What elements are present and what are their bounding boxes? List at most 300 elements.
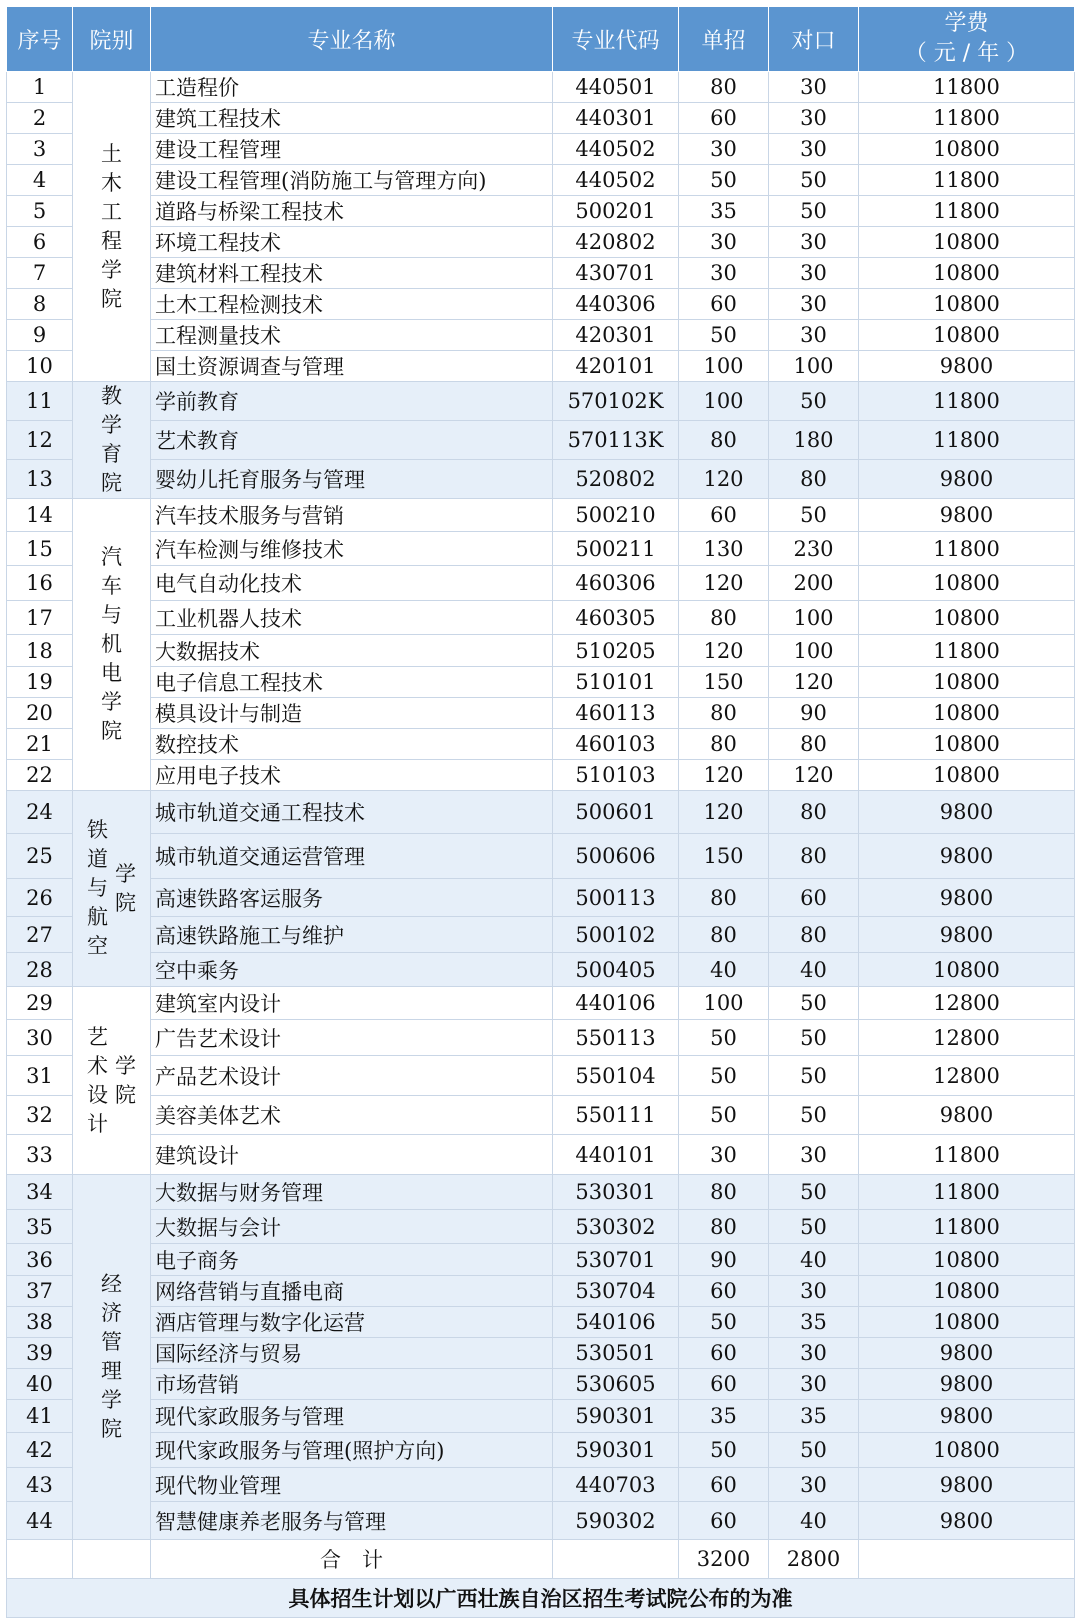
single-enroll-count: 50: [679, 320, 769, 351]
table-row: [7, 1244, 1075, 1276]
single-enroll-count: 150: [679, 834, 769, 879]
single-enroll-count: 80: [679, 72, 769, 103]
single-enroll-count: 60: [679, 103, 769, 134]
row-index: 31: [7, 1056, 73, 1096]
vocational-count: 90: [769, 698, 859, 729]
major-name: 大数据与会计: [151, 1210, 553, 1244]
header-major-code: 专业代码: [553, 7, 679, 72]
single-enroll-count: 120: [679, 460, 769, 499]
row-index: 42: [7, 1433, 73, 1468]
header-index: 序号: [7, 7, 73, 72]
row-index: 7: [7, 258, 73, 289]
major-code: 500601: [553, 791, 679, 834]
major-code: 530704: [553, 1276, 679, 1307]
tuition-fee: 10800: [859, 760, 1075, 791]
major-code: 500405: [553, 953, 679, 987]
total-single-enroll: 3200: [679, 1540, 769, 1579]
major-code: 420802: [553, 227, 679, 258]
department-label-part1: 铁道与航空: [87, 818, 108, 958]
vocational-count: 50: [769, 1096, 859, 1135]
footnote: 具体招生计划以广西壮族自治区招生考试院公布的为准: [7, 1579, 1075, 1618]
major-code: 590301: [553, 1400, 679, 1433]
table-row: [7, 729, 1075, 760]
table-row: [7, 1369, 1075, 1400]
table-row: [7, 1210, 1075, 1244]
total-empty-code: [553, 1540, 679, 1579]
row-index: 28: [7, 953, 73, 987]
major-name: 汽车技术服务与营销: [151, 499, 553, 532]
table-row: [7, 351, 1075, 382]
single-enroll-count: 60: [679, 1338, 769, 1369]
major-code: 530605: [553, 1369, 679, 1400]
row-index: 6: [7, 227, 73, 258]
tuition-fee: 9800: [859, 791, 1075, 834]
enrollment-table: [6, 6, 1075, 1618]
single-enroll-count: 80: [679, 917, 769, 953]
tuition-fee: 10800: [859, 729, 1075, 760]
major-code: 550104: [553, 1056, 679, 1096]
tuition-fee: 11800: [859, 165, 1075, 196]
major-code: 500210: [553, 499, 679, 532]
table-row: [7, 698, 1075, 729]
table-row: [7, 879, 1075, 917]
table-row: [7, 72, 1075, 103]
table-row: [7, 791, 1075, 834]
major-name: 艺术教育: [151, 421, 553, 460]
major-code: 510205: [553, 635, 679, 667]
single-enroll-count: 30: [679, 258, 769, 289]
major-code: 530301: [553, 1175, 679, 1210]
major-code: 510101: [553, 667, 679, 698]
department-cell: [73, 987, 151, 1175]
header-major-name: 专业名称: [151, 7, 553, 72]
single-enroll-count: 35: [679, 1400, 769, 1433]
major-name: 产品艺术设计: [151, 1056, 553, 1096]
row-index: 17: [7, 601, 73, 635]
major-name: 市场营销: [151, 1369, 553, 1400]
vocational-count: 100: [769, 601, 859, 635]
department-cell: [73, 499, 151, 791]
row-index: 5: [7, 196, 73, 227]
single-enroll-count: 50: [679, 1020, 769, 1056]
single-enroll-count: 60: [679, 1276, 769, 1307]
tuition-fee: 12800: [859, 987, 1075, 1020]
single-enroll-count: 35: [679, 196, 769, 227]
major-code: 440703: [553, 1468, 679, 1502]
table-row: [7, 917, 1075, 953]
vocational-count: 50: [769, 499, 859, 532]
major-code: 530701: [553, 1244, 679, 1276]
single-enroll-count: 40: [679, 953, 769, 987]
major-code: 440502: [553, 134, 679, 165]
vocational-count: 80: [769, 460, 859, 499]
vocational-count: 50: [769, 1056, 859, 1096]
vocational-count: 120: [769, 760, 859, 791]
major-name: 建设工程管理: [151, 134, 553, 165]
single-enroll-count: 130: [679, 532, 769, 566]
table-row: [7, 1276, 1075, 1307]
row-index: 8: [7, 289, 73, 320]
major-name: 环境工程技术: [151, 227, 553, 258]
row-index: 20: [7, 698, 73, 729]
single-enroll-count: 120: [679, 635, 769, 667]
single-enroll-count: 50: [679, 1056, 769, 1096]
single-enroll-count: 100: [679, 987, 769, 1020]
vocational-count: 50: [769, 382, 859, 421]
major-name: 模具设计与制造: [151, 698, 553, 729]
tuition-fee: 10800: [859, 953, 1075, 987]
table-body: [7, 72, 1075, 1618]
tuition-fee: 10800: [859, 258, 1075, 289]
tuition-fee: 10800: [859, 667, 1075, 698]
note-row: [7, 1579, 1075, 1618]
major-code: 420301: [553, 320, 679, 351]
vocational-count: 30: [769, 227, 859, 258]
major-name: 工造程价: [151, 72, 553, 103]
tuition-fee: 9800: [859, 351, 1075, 382]
row-index: 40: [7, 1369, 73, 1400]
row-index: 29: [7, 987, 73, 1020]
single-enroll-count: 80: [679, 1175, 769, 1210]
major-name: 建筑材料工程技术: [151, 258, 553, 289]
vocational-count: 35: [769, 1400, 859, 1433]
department-label: [86, 1023, 138, 1139]
row-index: 21: [7, 729, 73, 760]
row-index: 4: [7, 165, 73, 196]
vocational-count: 30: [769, 320, 859, 351]
major-code: 440306: [553, 289, 679, 320]
major-code: 540106: [553, 1307, 679, 1338]
department-label: 汽车与机电学院: [101, 545, 122, 743]
major-name: 电子商务: [151, 1244, 553, 1276]
vocational-count: 30: [769, 289, 859, 320]
vocational-count: 50: [769, 196, 859, 227]
table-row: [7, 760, 1075, 791]
major-name: 道路与桥梁工程技术: [151, 196, 553, 227]
major-code: 500113: [553, 879, 679, 917]
row-index: 16: [7, 566, 73, 601]
vocational-count: 40: [769, 1244, 859, 1276]
major-code: 440501: [553, 72, 679, 103]
row-index: 32: [7, 1096, 73, 1135]
vocational-count: 40: [769, 1502, 859, 1540]
table-row: [7, 258, 1075, 289]
major-code: 550113: [553, 1020, 679, 1056]
single-enroll-count: 150: [679, 667, 769, 698]
major-code: 500201: [553, 196, 679, 227]
header-single-enroll: 单招: [679, 7, 769, 72]
header-vocational: 对口: [769, 7, 859, 72]
major-name: 高速铁路客运服务: [151, 879, 553, 917]
single-enroll-count: 60: [679, 499, 769, 532]
tuition-fee: 9800: [859, 499, 1075, 532]
vocational-count: 30: [769, 134, 859, 165]
single-enroll-count: 80: [679, 1210, 769, 1244]
table-row: [7, 1135, 1075, 1175]
vocational-count: 80: [769, 791, 859, 834]
vocational-count: 30: [769, 72, 859, 103]
tuition-fee: 9800: [859, 1400, 1075, 1433]
row-index: 2: [7, 103, 73, 134]
row-index: 14: [7, 499, 73, 532]
vocational-count: 30: [769, 258, 859, 289]
tuition-fee: 12800: [859, 1020, 1075, 1056]
major-code: 420101: [553, 351, 679, 382]
vocational-count: 230: [769, 532, 859, 566]
table-row: [7, 635, 1075, 667]
major-code: 510103: [553, 760, 679, 791]
row-index: 41: [7, 1400, 73, 1433]
major-name: 建设工程管理(消防施工与管理方向): [151, 165, 553, 196]
single-enroll-count: 60: [679, 1502, 769, 1540]
major-name: 土木工程检测技术: [151, 289, 553, 320]
header-tuition: [859, 7, 1075, 72]
single-enroll-count: 80: [679, 421, 769, 460]
table-row: [7, 196, 1075, 227]
single-enroll-count: 60: [679, 289, 769, 320]
department-label: [86, 816, 138, 961]
major-code: 520802: [553, 460, 679, 499]
tuition-fee: 9800: [859, 460, 1075, 499]
tuition-fee: 10800: [859, 1244, 1075, 1276]
major-name: 城市轨道交通运营管理: [151, 834, 553, 879]
header-row: [7, 7, 1075, 72]
vocational-count: 50: [769, 1210, 859, 1244]
row-index: 27: [7, 917, 73, 953]
table-row: [7, 1502, 1075, 1540]
row-index: 37: [7, 1276, 73, 1307]
single-enroll-count: 80: [679, 729, 769, 760]
department-label: 教学育院: [101, 384, 122, 495]
tuition-fee: 9800: [859, 879, 1075, 917]
major-name: 工程测量技术: [151, 320, 553, 351]
major-name: 电子信息工程技术: [151, 667, 553, 698]
vocational-count: 30: [769, 1276, 859, 1307]
single-enroll-count: 90: [679, 1244, 769, 1276]
department-label: 土木工程学院: [101, 141, 122, 311]
vocational-count: 35: [769, 1307, 859, 1338]
single-enroll-count: 60: [679, 1369, 769, 1400]
row-index: 25: [7, 834, 73, 879]
table-row: [7, 1400, 1075, 1433]
table-row: [7, 289, 1075, 320]
major-code: 440106: [553, 987, 679, 1020]
major-code: 440101: [553, 1135, 679, 1175]
tuition-fee: 9800: [859, 1468, 1075, 1502]
major-name: 婴幼儿托育服务与管理: [151, 460, 553, 499]
major-name: 大数据技术: [151, 635, 553, 667]
table-row: [7, 601, 1075, 635]
tuition-fee: 10800: [859, 289, 1075, 320]
single-enroll-count: 50: [679, 1096, 769, 1135]
row-index: 12: [7, 421, 73, 460]
major-code: 460306: [553, 566, 679, 601]
header-tuition-unit: （ 元 / 年 ）: [904, 41, 1029, 66]
department-label-part2: 学院: [115, 1053, 136, 1107]
table-row: [7, 834, 1075, 879]
department-cell: [73, 382, 151, 499]
total-label: 合 计: [151, 1540, 553, 1579]
major-name: 高速铁路施工与维护: [151, 917, 553, 953]
vocational-count: 100: [769, 351, 859, 382]
vocational-count: 100: [769, 635, 859, 667]
single-enroll-count: 30: [679, 134, 769, 165]
department-label-part1: 艺术设计: [87, 1024, 108, 1136]
row-index: 18: [7, 635, 73, 667]
single-enroll-count: 80: [679, 879, 769, 917]
row-index: 38: [7, 1307, 73, 1338]
major-code: 500211: [553, 532, 679, 566]
major-name: 酒店管理与数字化运营: [151, 1307, 553, 1338]
vocational-count: 80: [769, 729, 859, 760]
vocational-count: 180: [769, 421, 859, 460]
major-code: 590301: [553, 1433, 679, 1468]
major-name: 广告艺术设计: [151, 1020, 553, 1056]
single-enroll-count: 50: [679, 1307, 769, 1338]
vocational-count: 80: [769, 834, 859, 879]
table-row: [7, 382, 1075, 421]
single-enroll-count: 120: [679, 791, 769, 834]
table-row: [7, 1096, 1075, 1135]
tuition-fee: 10800: [859, 601, 1075, 635]
tuition-fee: 9800: [859, 1502, 1075, 1540]
major-name: 国际经济与贸易: [151, 1338, 553, 1369]
major-name: 智慧健康养老服务与管理: [151, 1502, 553, 1540]
major-name: 数控技术: [151, 729, 553, 760]
enrollment-table-container: [6, 6, 1074, 1618]
total-row: [7, 1540, 1075, 1579]
vocational-count: 80: [769, 917, 859, 953]
table-row: [7, 460, 1075, 499]
row-index: 43: [7, 1468, 73, 1502]
tuition-fee: 10800: [859, 1307, 1075, 1338]
tuition-fee: 10800: [859, 1433, 1075, 1468]
major-code: 460103: [553, 729, 679, 760]
major-code: 500606: [553, 834, 679, 879]
row-index: 36: [7, 1244, 73, 1276]
tuition-fee: 11800: [859, 382, 1075, 421]
tuition-fee: 9800: [859, 917, 1075, 953]
vocational-count: 50: [769, 165, 859, 196]
major-name: 美容美体艺术: [151, 1096, 553, 1135]
major-code: 430701: [553, 258, 679, 289]
tuition-fee: 11800: [859, 421, 1075, 460]
row-index: 44: [7, 1502, 73, 1540]
row-index: 22: [7, 760, 73, 791]
table-row: [7, 227, 1075, 258]
vocational-count: 50: [769, 1175, 859, 1210]
tuition-fee: 10800: [859, 566, 1075, 601]
row-index: 10: [7, 351, 73, 382]
row-index: 39: [7, 1338, 73, 1369]
major-name: 汽车检测与维修技术: [151, 532, 553, 566]
major-code: 440301: [553, 103, 679, 134]
tuition-fee: 11800: [859, 635, 1075, 667]
table-row: [7, 1175, 1075, 1210]
tuition-fee: 10800: [859, 1276, 1075, 1307]
table-row: [7, 103, 1075, 134]
table-row: [7, 1307, 1075, 1338]
table-row: [7, 987, 1075, 1020]
single-enroll-count: 80: [679, 601, 769, 635]
major-name: 学前教育: [151, 382, 553, 421]
table-row: [7, 1020, 1075, 1056]
header-tuition-title: 学费: [944, 11, 989, 36]
table-row: [7, 1056, 1075, 1096]
major-code: 530501: [553, 1338, 679, 1369]
row-index: 35: [7, 1210, 73, 1244]
row-index: 9: [7, 320, 73, 351]
row-index: 13: [7, 460, 73, 499]
tuition-fee: 11800: [859, 1210, 1075, 1244]
major-name: 城市轨道交通工程技术: [151, 791, 553, 834]
tuition-fee: 9800: [859, 834, 1075, 879]
tuition-fee: 11800: [859, 1175, 1075, 1210]
tuition-fee: 10800: [859, 134, 1075, 165]
vocational-count: 120: [769, 667, 859, 698]
tuition-fee: 11800: [859, 196, 1075, 227]
single-enroll-count: 120: [679, 760, 769, 791]
table-row: [7, 499, 1075, 532]
single-enroll-count: 60: [679, 1468, 769, 1502]
table-row: [7, 1338, 1075, 1369]
major-name: 网络营销与直播电商: [151, 1276, 553, 1307]
department-cell: [73, 72, 151, 382]
tuition-fee: 10800: [859, 320, 1075, 351]
single-enroll-count: 100: [679, 382, 769, 421]
table-row: [7, 165, 1075, 196]
row-index: 3: [7, 134, 73, 165]
major-name: 建筑工程技术: [151, 103, 553, 134]
tuition-fee: 11800: [859, 532, 1075, 566]
major-code: 570102K: [553, 382, 679, 421]
major-code: 570113K: [553, 421, 679, 460]
department-cell: [73, 1175, 151, 1540]
table-row: [7, 953, 1075, 987]
tuition-fee: 12800: [859, 1056, 1075, 1096]
table-row: [7, 667, 1075, 698]
major-name: 空中乘务: [151, 953, 553, 987]
table-row: [7, 134, 1075, 165]
row-index: 15: [7, 532, 73, 566]
department-label: 经济管理学院: [101, 1272, 122, 1441]
row-index: 33: [7, 1135, 73, 1175]
major-name: 应用电子技术: [151, 760, 553, 791]
vocational-count: 30: [769, 103, 859, 134]
tuition-fee: 9800: [859, 1369, 1075, 1400]
table-row: [7, 566, 1075, 601]
vocational-count: 60: [769, 879, 859, 917]
vocational-count: 50: [769, 987, 859, 1020]
single-enroll-count: 50: [679, 1433, 769, 1468]
row-index: 24: [7, 791, 73, 834]
table-row: [7, 1468, 1075, 1502]
row-index: 11: [7, 382, 73, 421]
single-enroll-count: 30: [679, 1135, 769, 1175]
row-index: 30: [7, 1020, 73, 1056]
major-name: 电气自动化技术: [151, 566, 553, 601]
table-row: [7, 320, 1075, 351]
row-index: 34: [7, 1175, 73, 1210]
single-enroll-count: 50: [679, 165, 769, 196]
vocational-count: 30: [769, 1338, 859, 1369]
major-name: 建筑设计: [151, 1135, 553, 1175]
major-name: 现代家政服务与管理(照护方向): [151, 1433, 553, 1468]
single-enroll-count: 100: [679, 351, 769, 382]
major-code: 550111: [553, 1096, 679, 1135]
major-name: 现代家政服务与管理: [151, 1400, 553, 1433]
header-department: 院别: [73, 7, 151, 72]
